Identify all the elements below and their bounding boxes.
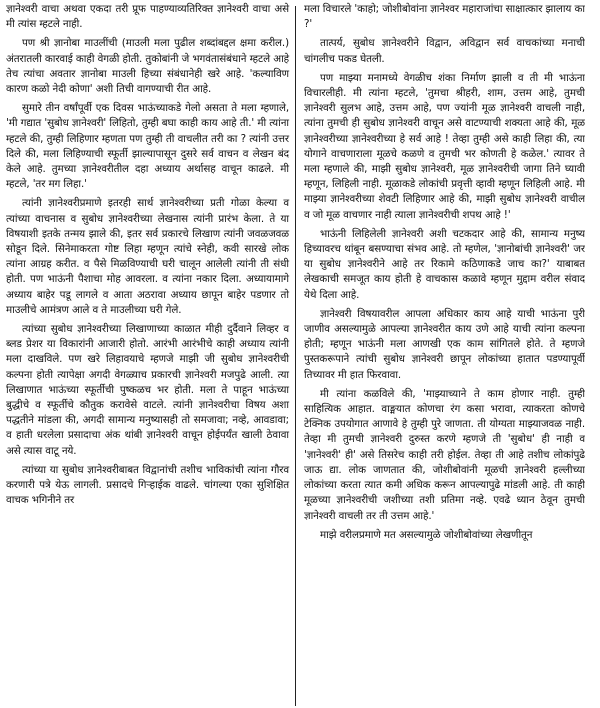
paragraph: भाऊंनी लिहिलेली ज्ञानेश्वरी अशी चटकदार आहे की, सामान्य मनुष्य हिच्यावरच थांबून बसण्याचा संभव आहे. तो म्हणेल, 'ज्ञानोबांची ज्ञानेश्वरी' जर या सुबोध ज्ञानेश्वरीने आहे तर रिकामे कठिणाकडे जाच का?' याबाबत लेखकाची समजूत काय होती हे वाचकास कळावे म्हणून मुद्दाम वरील संवाद येथे दिला आहे. — [304, 227, 585, 301]
paragraph: मी त्यांना कळविले की, 'माझ्याच्याने ते काम होणार नाही. तुम्ही साहित्यिक आहात. वाङ्मयात कोणचा रंग कसा भरावा, त्याकरता कोणचे टेक्निक उपयोगात आणावे हे तुम्ही पुरे जाणता. ती योग्यता माझ्याजवळ नाही. तेव्हा मी तुमची ज्ञानेश्वरी दुरुस्त करणे म्हणजे ती 'सुबोध' ही नाही व 'ज्ञानेश्वरी' ही' असे तिसरेच काही तरी होईल. तेव्हा ती आहे तशीच लोकांपुढे जाऊ द्या. लोक जाणतात की, जोशीबोवांनी मूळची ज्ञानेश्वरी हल्लीच्या लोकांच्या करता त्यात कमी अधिक करून आपल्यापुढे मांडली आहे. ती काही मूळच्या ज्ञानेश्वरीची जशीच्या तशी प्रतिमा नव्हे. एवढे ध्यान ठेवून तुमची ज्ञानेश्वरी वाचली तर ती उत्तम आहे.' — [304, 387, 585, 522]
paragraph: ज्ञानेश्वरी विषयावरील आपला अधिकार काय आहे याची भाऊंना पुरी जाणीव असल्यामुळे आपल्या ज्ञानेश्वरीत काय उणे आहे याची त्यांना कल्पना होती; म्हणून भाऊंनी मला आणखी एक काम सांगितले होते. ते म्हणजे पुस्तकरूपाने त्यांची सुबोध ज्ञानेश्वरी छापून लोकांच्या हातात पडण्यापूर्वी तिच्यावर मी हात फिरवावा. — [304, 307, 585, 381]
paragraph: पण माझ्या मनामध्ये वेगळीच शंका निर्माण झाली व ती मी भाऊंना विचारलीही. मी त्यांना म्हटले, 'तुमचा श्रीहरी, शाम, उत्तम आहे, तुमची ज्ञानेश्वरी सुलभ आहे, उत्तम आहे, पण ज्यांनी मूळ ज्ञानेश्वरी वाचली नाही, त्यांना तुमची ही सुबोध ज्ञानेश्वरी वाचून असे वाटण्याची शक्यता आहे की, मूळ ज्ञानेश्वरीच्या ज्ञानेश्वरीच्या हे सर्व आहे ! तेव्हा तुम्ही असे काही लिहा की, त्या योगाने वाचणाराला मूळचे कळणे व तुमची भर कोणती हे कळेल.' त्यावर ते मला म्हणाले की, माझी सुबोध ज्ञानेश्वरी, मूळ ज्ञानेश्वरीची जागा तिने घ्यावी म्हणून, लिहिली नाही. मूळाकडे लोकांची प्रवृत्ती व्हावी म्हणून लिहिली आहे. मी माझ्या ज्ञानेश्वरीच्या शेवटी लिहिणार आहे की, माझी सुबोध ज्ञानेश्वरी वाचील व जो मूळ वाचणार नाही त्याला ज्ञानेश्वरीची शपथ आहे !' — [304, 71, 585, 221]
paragraph: त्यांच्या या सुबोध ज्ञानेश्वरीबाबत विद्वानांची तशीच भाविकांची त्यांना गौरव करणारी पत्रे येऊ लागली. प्रसादचे गिऱ्हाईक वाढले. चांगल्या एका सुशिक्षित वाचक भगिनीने तर — [6, 463, 289, 507]
paragraph: मला विचारले 'काहो; जोशीबोवांना ज्ञानेश्वर महाराजांचा साक्षात्कार झालाय का ?' — [304, 3, 585, 31]
paragraph: सुमारे तीन वर्षांपूर्वी एक दिवस भाऊंच्याकडे गेलो असता ते मला म्हणाले, 'मी गद्यात 'सुबोध ज्ञानेश्वरी' लिहितो, तुम्ही बघा काही काय आहे ती.' मी त्यांना म्हटले की, तुम्ही लिहिणार म्हणता पण तुम्ही ती वाचलीत तरी का ? त्यांनी उत्तर दिले की, मला लिहिण्याची स्फूर्ती झाल्यापासून दुसरे सर्व वाचन व लेखन बंद केले आहे. तुमच्या ज्ञानेश्वरीतील दहा अध्याय अर्थासह वाचून काढले. मी म्हटले, 'तर मग लिहा.' — [6, 102, 289, 191]
paragraph: ज्ञानेश्वरी वाचा अथवा एकदा तरी प्रूफ पाहण्याव्यतिरिक्त ज्ञानेश्वरी वाचा असे मी त्यांस म्हटले नाही. — [6, 3, 289, 31]
paragraph: त्यांनी ज्ञानेश्वरीप्रमाणे इतरही सार्थ ज्ञानेश्वरीच्या प्रती गोळा केल्या व त्यांच्या वाचनास व सुबोध ज्ञानेश्वरीच्या लेखनास त्यांनी प्रारंभ केला. ते या विषयाशी इतके तन्मय झाले की, इतर सर्व प्रकारचे लिखाण त्यांनी जवळजवळ सोडून दिले. सिनेमाकरता गोष्ट लिहा म्हणून त्यांचे स्नेही, कवी सारखे लोक त्यांना आग्रह करीत. व पैसे मिळविण्याची घरी चालून आलेली त्यांनी ती संधी होती. पण भाऊंनी पैशाचा मोह आवरला. व त्यांना नकार दिला. अध्यायामागे अध्याय बाहेर पडू लागले व आता अठरावा अध्याय छापून बाहेर पडणार तो माउलीचे आमंत्रण आले व ते माउलीच्या घरी गेले. — [6, 197, 289, 316]
right-column — [296, 2, 585, 708]
paragraph: तात्पर्य, सुबोध ज्ञानेश्वरीने विद्वान, अविद्वान सर्व वाचकांच्या मनाची चांगलीच पकड घेतली. — [304, 37, 585, 65]
paragraph: माझे वरीलप्रमाणे मत असल्यामुळे जोशीबोवांच्या लेखणीतून — [320, 528, 533, 541]
left-column — [6, 2, 295, 708]
paragraph: पण श्री ज्ञानोबा माउलींची (माउली मला पुढील शब्दांबद्दल क्षमा करील.) अंतरातली कारवाई काही वेगळी होती. तुकोबांनी जे भगवंतासंबंधाने म्हटले आहे तेच त्यांचा अवतार ज्ञानोबा माउली हिच्या संबंधानेही खरे आहे. 'कल्याविण कारण कळो नेदी कोणा' अशी तिची वागण्याची रीत आहे. — [6, 37, 289, 96]
paragraph: त्यांच्या सुबोध ज्ञानेश्वरीच्या लिखाणाच्या काळात मीही दुर्दैवाने लिव्हर व ब्लड प्रेशर या विकारांनी आजारी होतो. आरंभी आरंभीचे काही अध्याय त्यांनी मला दाखविले. पण खरे लिहावयाचे म्हणजे माझी जी सुबोध ज्ञानेश्वरीची कल्पना होती त्यापेक्षा अगदी वेगळ्याच प्रकारची ज्ञानेश्वरी मजपुढे आली. त्या लिखाणात भाऊंच्या स्फूर्तीची पुष्कळच भर होती. मला ते पाहून भाऊंच्या बुद्धीचे व स्फूर्तीचे कौतुक करावेसे वाटले. त्यांनी ज्ञानेश्वरीचा विषय अशा पद्धतीने मांडला की, अगदी सामान्य मनुष्यासही तो समजावा; नव्हे, आवडावा; व हाती धरलेला प्रसादाचा अंक थांबी ज्ञानेश्वरी वाचून होईपर्यंत खाली ठेवावा असे त्यास वाटू नये. — [6, 323, 289, 457]
